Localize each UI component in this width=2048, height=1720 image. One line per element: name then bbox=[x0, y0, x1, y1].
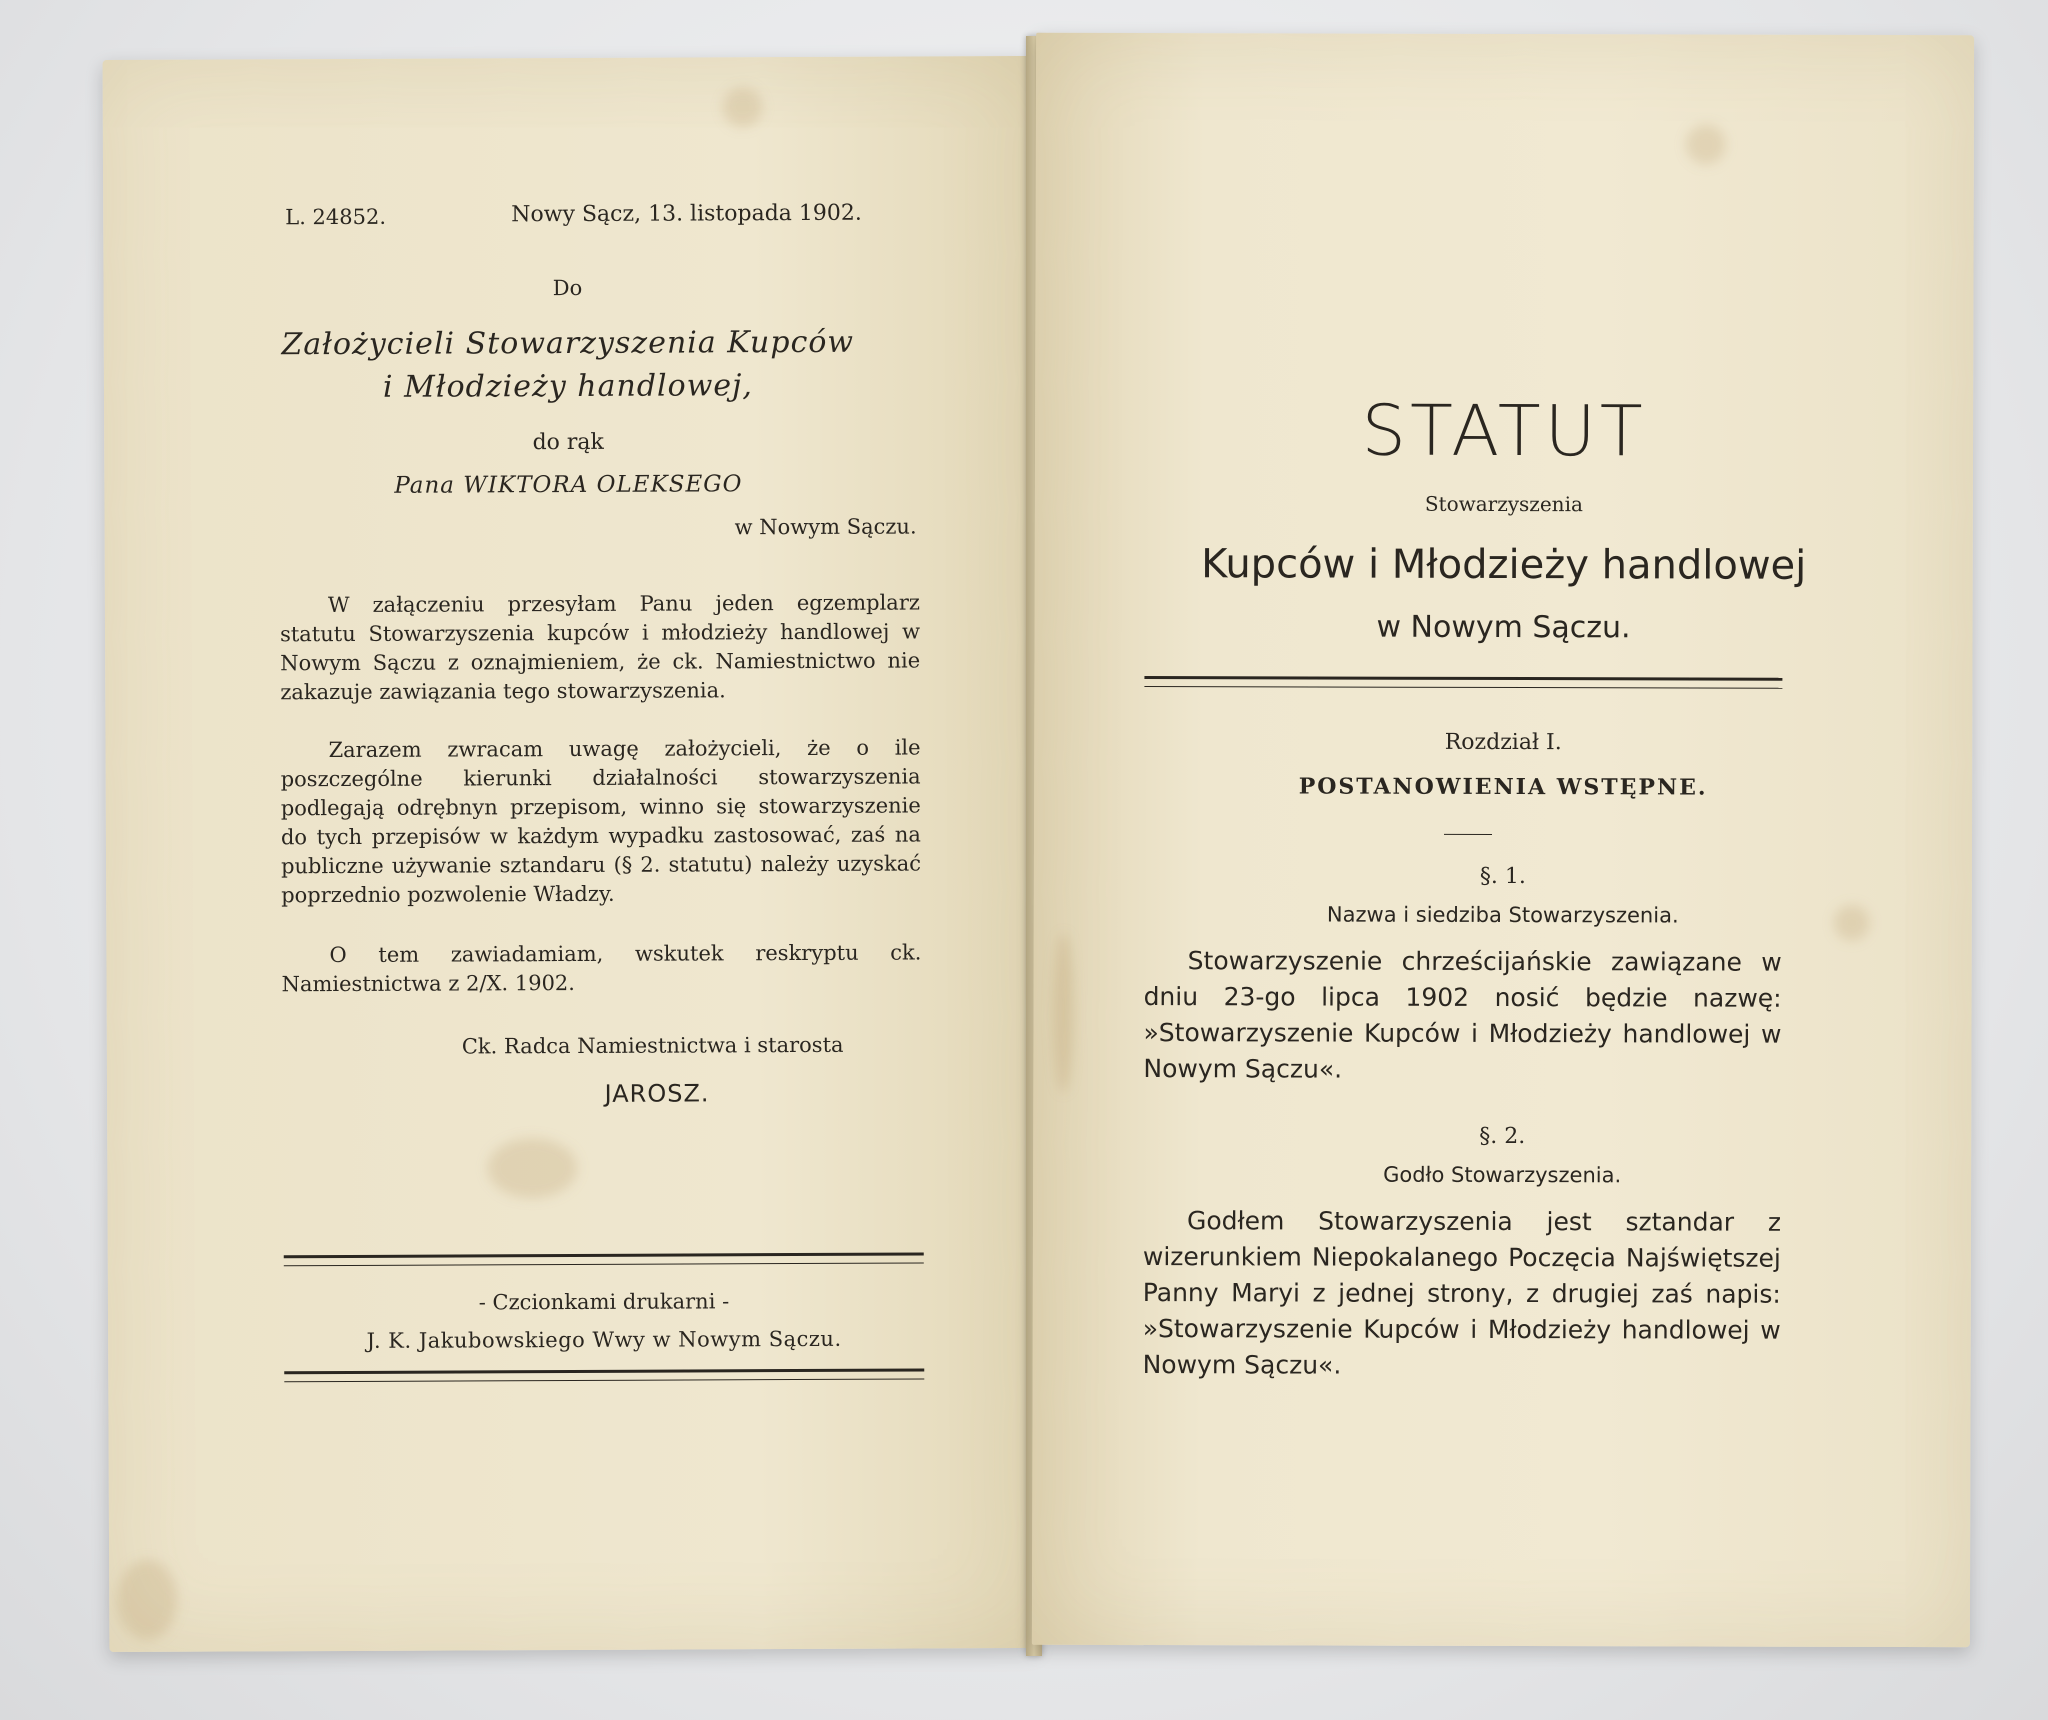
chapter-title: POSTANOWIENIA WSTĘPNE. bbox=[1298, 773, 1708, 801]
signer-title: Ck. Radca Namiestnictwa i starosta bbox=[461, 1032, 844, 1059]
document-title: STATUT bbox=[1361, 389, 1647, 473]
right-page bbox=[1032, 33, 1974, 1647]
chapter-number: Rozdział I. bbox=[1444, 729, 1562, 756]
paragraph-3: O tem zawiadamiam, wskutek reskryptu ck. Namiestnictwa z 2/X. 1902. bbox=[281, 940, 922, 997]
paragraph-2: Zarazem zwracam uwagę założycieli, że o ile poszczególne kierunki działalności stowarzyszenia podlegają odrębnyn przepisom, winno się stowarzyszenie do tych przepisów w każdym wypadku zastosować, zaś na publiczne używanie sztandaru (§ 2. statutu) należy uzyskać poprzednio pozwolenie Władzy. bbox=[280, 735, 922, 908]
paper-stain bbox=[723, 87, 763, 127]
reference-number: L. 24852. bbox=[285, 204, 387, 230]
printer-rule-top bbox=[284, 1252, 924, 1258]
addressee-line-2: i Młodzieży handlowej, bbox=[382, 368, 754, 405]
paper-stain bbox=[1686, 124, 1726, 164]
to-label: Do bbox=[552, 275, 583, 301]
paper-stain bbox=[487, 1138, 577, 1198]
printer-rule-top-thin bbox=[284, 1262, 924, 1266]
signer-name: JAROSZ. bbox=[604, 1079, 710, 1108]
subtitle-small: Stowarzyszenia bbox=[1424, 491, 1583, 517]
section-2-title: Godło Stowarzyszenia. bbox=[1383, 1162, 1622, 1188]
paragraph-1: W załączeniu przesyłam Panu jeden egzemplarz statutu Stowarzyszenia kupców i młodzieży handlowej w Nowym Sączu z oznajmieniem, że ck. Namiestnictwo nie zakazuje zawiązania tego stowarzyszenia. bbox=[279, 590, 921, 705]
printer-line-1: - Czcionkami drukarni - bbox=[478, 1289, 730, 1315]
left-page bbox=[103, 56, 1038, 1652]
section-1-text: Stowarzyszenie chrześcijańskie zawiązane w dniu 23-go lipca 1902 nosić będzie nazwę: »Stowarzyszenie Kupców i Młodzieży handlowej w Nowym Sączu«. bbox=[1143, 946, 1782, 1084]
printer-line-2: J. K. Jakubowskiego Wwy w Nowym Sączu. bbox=[366, 1326, 842, 1353]
section-1-title: Nazwa i siedziba Stowarzyszenia. bbox=[1326, 902, 1679, 928]
paper-stain bbox=[1053, 933, 1073, 1093]
subtitle-large: Kupców i Młodzieży handlowej bbox=[1201, 541, 1807, 589]
hands-label: do rąk bbox=[532, 429, 604, 456]
chapter-divider bbox=[1444, 834, 1492, 835]
section-1-number: §. 1. bbox=[1479, 863, 1526, 890]
printer-rule-bottom bbox=[284, 1368, 924, 1374]
section-2-number: §. 2. bbox=[1479, 1123, 1526, 1150]
paper-stain bbox=[117, 1560, 177, 1640]
title-rule bbox=[1144, 676, 1782, 681]
subtitle-place: w Nowym Sączu. bbox=[1376, 609, 1631, 646]
place-date: Nowy Sącz, 13. listopada 1902. bbox=[511, 200, 862, 228]
recipient-name: Pana WIKTORA OLEKSEGO bbox=[394, 471, 743, 499]
recipient-place: w Nowym Sączu. bbox=[734, 514, 917, 540]
section-2-text: Godłem Stowarzyszenia jest sztandar z wizerunkiem Niepokalanego Poczęcia Najświętszej Panny Maryi z jednej strony, z drugiej zaś napis: »Stowarzyszenie Kupców i Młodzieży handlowej w Nowym Sączu«. bbox=[1142, 1206, 1782, 1380]
title-rule-thin bbox=[1144, 686, 1782, 689]
addressee-line-1: Założycieli Stowarzyszenia Kupców bbox=[281, 324, 855, 363]
printer-rule-bottom-thin bbox=[284, 1378, 924, 1382]
